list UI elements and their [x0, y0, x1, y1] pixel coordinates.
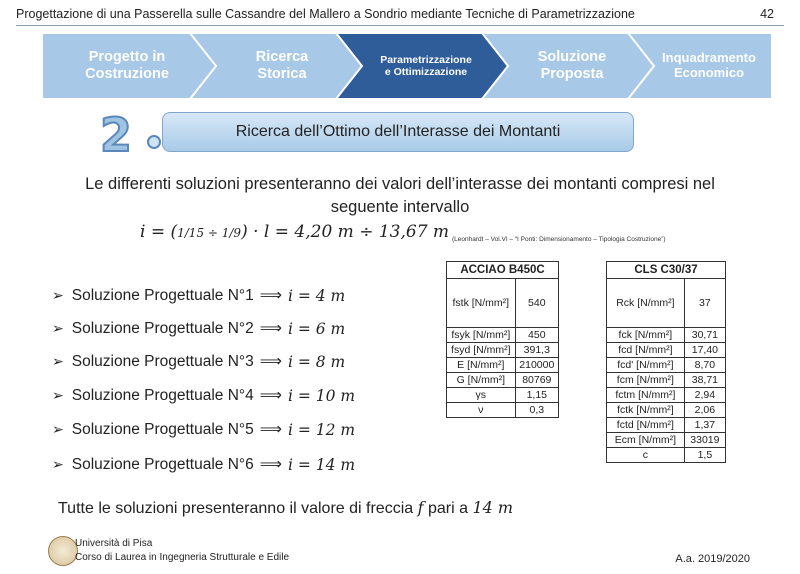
footer-course: Corso di Laurea in Ingegneria Strutturale e Edile [75, 552, 290, 563]
university-seal-icon [48, 536, 78, 566]
page-header [16, 7, 784, 21]
arrow-bullet-icon: ➢ [52, 421, 64, 437]
footer-university: Università di Pisa [75, 538, 153, 549]
solution-item: ➢ Soluzione Progettuale N°1 ⟹ i = 4 m [52, 286, 346, 305]
formula-range: = 4,20 m ÷ 13,67 m [274, 222, 450, 242]
section-number-dot [147, 135, 161, 149]
document-title: Progettazione di una Passerella sulle Cassandre del Mallero a Sondrio mediante Tecniche di Parametrizzazione [16, 7, 635, 21]
solution-item: ➢ Soluzione Progettuale N°2 ⟹ i = 6 m [52, 319, 346, 338]
solution-item: ➢ Soluzione Progettuale N°5 ⟹ i = 12 m [52, 420, 356, 439]
arrow-bullet-icon: ➢ [52, 387, 64, 403]
solution-item: ➢ Soluzione Progettuale N°4 ⟹ i = 10 m [52, 386, 356, 405]
arrow-bullet-icon: ➢ [52, 287, 64, 303]
nav-step-inquadramento[interactable]: Inquadramento Economico [662, 50, 756, 80]
interaxis-formula: i = (1/15 ÷ 1/9) · l = 4,20 m ÷ 13,67 m [140, 222, 450, 242]
closing-text: Tutte le soluzioni presenteranno il valore di freccia f pari a 14 m [58, 498, 514, 517]
section-title: Ricerca dell’Ottimo dell’Interasse dei Montanti [235, 123, 561, 140]
section-title-box [162, 112, 634, 152]
arrow-bullet-icon: ➢ [52, 320, 64, 336]
nav-step-progetto[interactable]: Progetto in Costruzione [85, 49, 169, 82]
steel-table-title: ACCIAO B450C [447, 262, 559, 279]
footer [75, 537, 289, 565]
solution-item: ➢ Soluzione Progettuale N°6 ⟹ i = 14 m [52, 455, 356, 474]
section-number: 2 [100, 108, 133, 162]
section-navigation [42, 33, 772, 99]
concrete-table-title: CLS C30/37 [607, 262, 726, 279]
academic-year: A.a. 2019/2020 [675, 553, 750, 565]
nav-step-ricerca[interactable]: Ricerca Storica [255, 49, 309, 82]
page-number: 42 [760, 7, 774, 21]
solution-item: ➢ Soluzione Progettuale N°3 ⟹ i = 8 m [52, 352, 346, 371]
nav-step-parametrizzazione[interactable]: Parametrizzazione e Ottimizzazione [380, 53, 472, 78]
steel-table: ACCIAO B450C fstk [N/mm²] 540 fsyk [N/mm²] 450 fsyd [N/mm²] 391,3 E [N/mm²] 210000 G [N/mm²] 80769 γs 1,15 ν 0,3 [446, 261, 559, 418]
header-divider [16, 25, 784, 26]
formula-reference: (Leonhardt – Vol.VI – “I Ponti: Dimensionamento – Tipologia Costruzione”) [452, 236, 666, 243]
arrow-bullet-icon: ➢ [52, 353, 64, 369]
nav-step-soluzione[interactable]: Soluzione Proposta [537, 49, 607, 82]
intro-text: Le differenti soluzioni presenteranno dei valori dell’interasse dei montanti compresi nel seguente intervallo [85, 175, 715, 216]
arrow-bullet-icon: ➢ [52, 456, 64, 472]
concrete-table: CLS C30/37 Rck [N/mm²] 37 fck [N/mm²] 30,71 fcd [N/mm²] 17,40 fcd' [N/mm²] 8,70 fcm [N/mm²] 38,71 fctm [N/mm²] 2,94 fctk [N/mm²] 2,06 fctd [N/mm²] 1,37 Ecm [N/mm²] 33019 c 1,5 [606, 261, 726, 463]
